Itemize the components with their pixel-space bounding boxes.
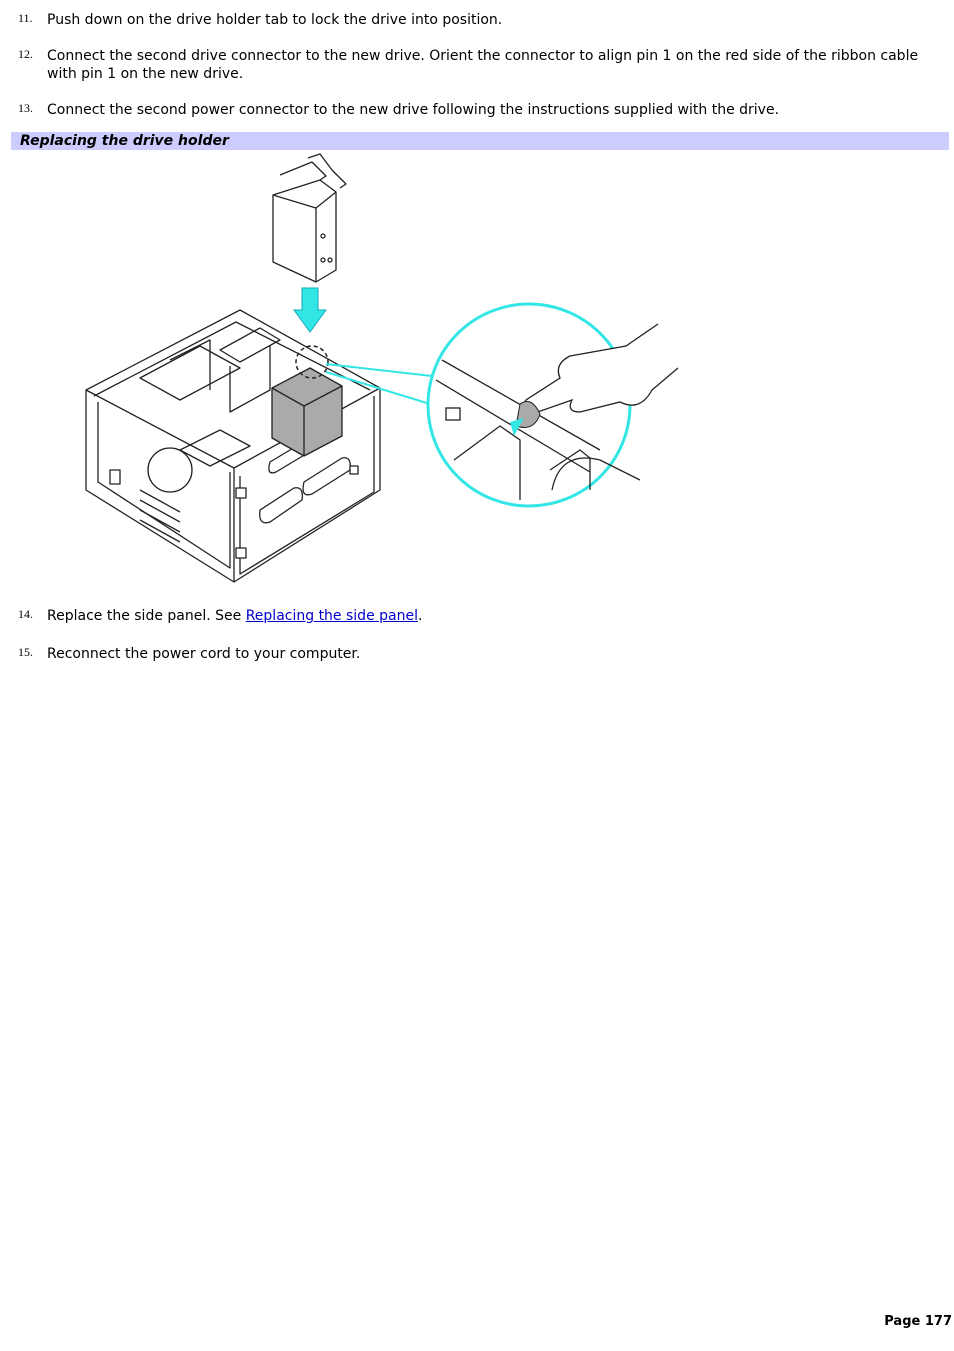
step-text-after: . xyxy=(417,608,423,624)
step-text: Reconnect the power cord to your computer. xyxy=(47,646,361,662)
step-number: 15. xyxy=(18,645,33,659)
replacing-side-panel-link[interactable]: Replacing the side panel xyxy=(245,608,418,624)
section-header xyxy=(11,132,949,150)
page-number: Page 177 xyxy=(884,1314,952,1329)
step-number: 14. xyxy=(18,607,33,621)
step-text: Push down on the drive holder tab to lock the drive into position. xyxy=(47,12,503,28)
step-number: 11. xyxy=(18,11,33,25)
drive-holder-diagram xyxy=(80,150,690,590)
step-number: 12. xyxy=(18,47,33,61)
step-text-before: Replace the side panel. See xyxy=(47,608,246,624)
computer-chassis xyxy=(86,310,380,582)
drive-holder-illustration xyxy=(80,150,690,590)
drive-holder-bracket xyxy=(273,154,346,282)
step-text xyxy=(47,607,927,625)
step-text: Connect the second power connector to the new drive following the instructions supplied with the drive. xyxy=(47,102,780,118)
section-title: Replacing the drive holder xyxy=(20,133,229,149)
step-text: Connect the second drive connector to the new drive. Orient the connector to align pin 1 on the red side of the ribbon cable with pin 1 on the new drive. xyxy=(47,48,919,82)
step-number: 13. xyxy=(18,101,33,115)
